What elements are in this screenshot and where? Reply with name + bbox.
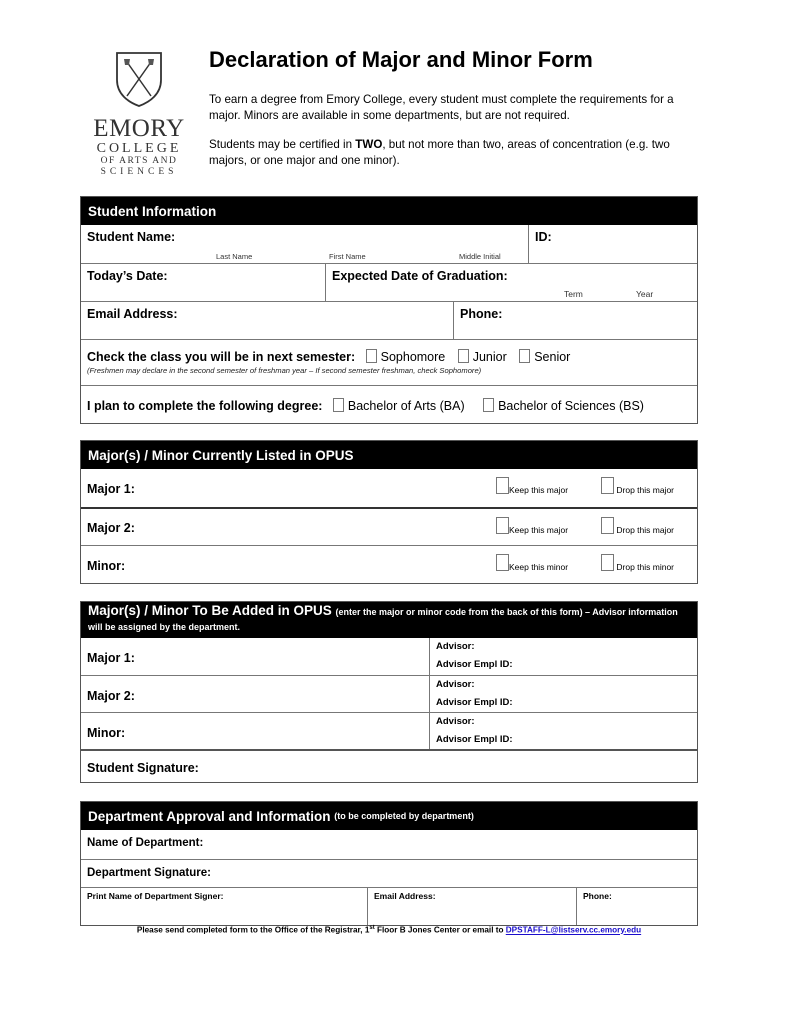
- department-signature-row: [81, 859, 697, 887]
- class-row: [81, 339, 697, 385]
- signer-name-field[interactable]: [81, 888, 368, 925]
- row-label: Major 2:: [87, 521, 135, 535]
- heading-main: Major(s) / Minor To Be Added in OPUS: [88, 603, 332, 618]
- department-signature-field[interactable]: [81, 860, 697, 887]
- intro-paragraph-2: [209, 137, 699, 168]
- footer-text-pre: Please send completed form to the Office of the Registrar, 1: [136, 925, 370, 935]
- junior-option: Junior: [472, 350, 507, 364]
- add-minor-field[interactable]: [81, 713, 430, 749]
- keep-checkbox[interactable]: [496, 554, 509, 571]
- page-title: Declaration of Major and Minor Form: [209, 47, 593, 72]
- advisor-label: Advisor:: [436, 679, 475, 690]
- degree-selection: [81, 386, 697, 423]
- year-hint: Year: [636, 289, 654, 299]
- ba-checkbox[interactable]: [333, 398, 344, 412]
- keep-checkbox[interactable]: [496, 477, 509, 494]
- section-heading: [81, 802, 697, 830]
- shield-torches-icon: [114, 50, 164, 108]
- bs-option: Bachelor of Sciences (BS): [498, 399, 644, 413]
- drop-checkbox[interactable]: [601, 554, 614, 571]
- student-information-section: [80, 196, 698, 424]
- intro-text: [209, 92, 699, 182]
- advisor-id-label: Advisor Empl ID:: [436, 659, 513, 670]
- advisor-label: Advisor:: [436, 716, 475, 727]
- phone-field[interactable]: [454, 302, 697, 339]
- row-label: Major 2:: [87, 689, 135, 703]
- emory-logo: [84, 50, 194, 178]
- department-email-label: Email Address:: [374, 891, 436, 901]
- email-field[interactable]: [81, 302, 454, 339]
- contact-row: [81, 301, 697, 339]
- student-name-field[interactable]: [81, 225, 529, 263]
- student-name-label: Student Name:: [87, 230, 176, 244]
- date-row: [81, 263, 697, 301]
- drop-major-2[interactable]: [601, 517, 674, 535]
- heading-sub: (enter the major or minor code from the back of this form) – Advisor information will be assigned by the department.: [88, 607, 678, 632]
- last-name-hint: Last Name: [216, 252, 253, 261]
- heading-sub: (to be completed by department): [334, 811, 474, 821]
- advisor-info[interactable]: [430, 713, 697, 749]
- section-heading: Major(s) / Minor Currently Listed in OPUS: [81, 441, 697, 469]
- department-name-label: Name of Department:: [87, 837, 204, 849]
- advisor-id-label: Advisor Empl ID:: [436, 697, 513, 708]
- intro-p2-post: , but not more than two, areas of concentration (e.g. two majors, or one major and one minor).: [209, 138, 670, 167]
- senior-checkbox[interactable]: [519, 349, 530, 363]
- keep-major-1[interactable]: [496, 477, 568, 495]
- student-id-field[interactable]: [529, 225, 697, 263]
- drop-label: Drop this major: [616, 485, 675, 495]
- student-signature-field[interactable]: [81, 751, 697, 782]
- row-label: Minor:: [87, 726, 126, 740]
- keep-checkbox[interactable]: [496, 517, 509, 534]
- footer-text-post: Floor B Jones Center or email to: [374, 925, 506, 935]
- add-minor-row: [81, 712, 697, 749]
- logo-line-emory: EMORY: [93, 115, 185, 142]
- department-name-row: [81, 830, 697, 859]
- senior-option: Senior: [534, 350, 571, 364]
- degree-label: I plan to complete the following degree:: [87, 399, 323, 413]
- class-label: Check the class you will be in next semester:: [87, 350, 356, 364]
- todays-date-label: Today’s Date:: [87, 269, 168, 283]
- current-minor-row: [81, 545, 697, 583]
- degree-row: [81, 385, 697, 423]
- drop-minor[interactable]: [601, 554, 674, 572]
- graduation-date-label: Expected Date of Graduation:: [332, 269, 508, 283]
- add-major-1-field[interactable]: [81, 638, 430, 675]
- advisor-label: Advisor:: [436, 641, 475, 652]
- majors-to-add-section: [80, 601, 698, 783]
- term-hint: Term: [564, 289, 583, 299]
- intro-p2-pre: Students may be certified in: [209, 138, 356, 151]
- add-major-2-row: [81, 675, 697, 712]
- todays-date-field[interactable]: [81, 264, 326, 301]
- add-major-1-row: [81, 638, 697, 675]
- keep-label: Keep this minor: [509, 562, 569, 572]
- class-selection: [81, 340, 697, 385]
- middle-initial-hint: Middle Initial: [459, 252, 501, 261]
- bs-checkbox[interactable]: [483, 398, 494, 412]
- heading-main: Department Approval and Information: [88, 808, 331, 824]
- first-name-hint: First Name: [329, 252, 366, 261]
- freshman-note: (Freshmen may declare in the second semester of freshman year – If second semester freshman, check Sophomore): [87, 366, 482, 375]
- signer-name-label: Print Name of Department Signer:: [87, 891, 224, 901]
- row-label: Major 1:: [87, 651, 135, 665]
- drop-checkbox[interactable]: [601, 517, 614, 534]
- department-name-field[interactable]: [81, 830, 697, 859]
- section-heading: Student Information: [81, 197, 697, 225]
- department-phone-label: Phone:: [583, 891, 612, 901]
- logo-line-sciences: SCIENCES: [100, 167, 178, 177]
- advisor-info[interactable]: [430, 676, 697, 712]
- sophomore-checkbox[interactable]: [366, 349, 377, 363]
- drop-major-1[interactable]: [601, 477, 674, 495]
- logo-line-arts: OF ARTS AND: [100, 156, 178, 166]
- keep-minor[interactable]: [496, 554, 568, 572]
- footer-instructions: [80, 925, 698, 935]
- graduation-date-field[interactable]: [326, 264, 697, 301]
- intro-paragraph-1: To earn a degree from Emory College, every student must complete the requirements for a major. Minors are available in some departments, but are not required.: [209, 93, 674, 122]
- drop-label: Drop this minor: [616, 562, 675, 572]
- section-heading: [81, 602, 697, 638]
- sophomore-option: Sophomore: [380, 350, 446, 364]
- keep-label: Keep this major: [509, 525, 569, 535]
- email-label: Email Address:: [87, 307, 178, 321]
- department-contact-row: [81, 887, 697, 925]
- current-major-1-row: [81, 469, 697, 507]
- drop-checkbox[interactable]: [601, 477, 614, 494]
- id-label: ID:: [535, 230, 552, 244]
- ba-option: Bachelor of Arts (BA): [347, 399, 465, 413]
- current-major-2-row: [81, 507, 697, 545]
- phone-label: Phone:: [460, 307, 503, 321]
- logo-line-college: COLLEGE: [96, 141, 182, 156]
- junior-checkbox[interactable]: [458, 349, 469, 363]
- footer-sup: st: [369, 925, 375, 931]
- department-approval-section: [80, 801, 698, 926]
- intro-p2-bold: TWO: [355, 138, 383, 151]
- department-signature-label: Department Signature:: [87, 867, 211, 879]
- keep-major-2[interactable]: [496, 517, 568, 535]
- department-phone-field[interactable]: [577, 888, 697, 925]
- current-majors-section: [80, 440, 698, 584]
- advisor-id-label: Advisor Empl ID:: [436, 734, 513, 745]
- department-email-field[interactable]: [368, 888, 577, 925]
- row-label: Major 1:: [87, 482, 135, 496]
- drop-label: Drop this major: [616, 525, 675, 535]
- registrar-email-link[interactable]: DPSTAFF-L@listserv.cc.emory.edu: [505, 925, 642, 935]
- keep-label: Keep this major: [509, 485, 569, 495]
- add-major-2-field[interactable]: [81, 676, 430, 712]
- student-signature-row: [81, 749, 697, 782]
- student-name-row: [81, 225, 697, 263]
- row-label: Minor:: [87, 559, 126, 573]
- student-signature-label: Student Signature:: [87, 761, 199, 775]
- advisor-info[interactable]: [430, 638, 697, 675]
